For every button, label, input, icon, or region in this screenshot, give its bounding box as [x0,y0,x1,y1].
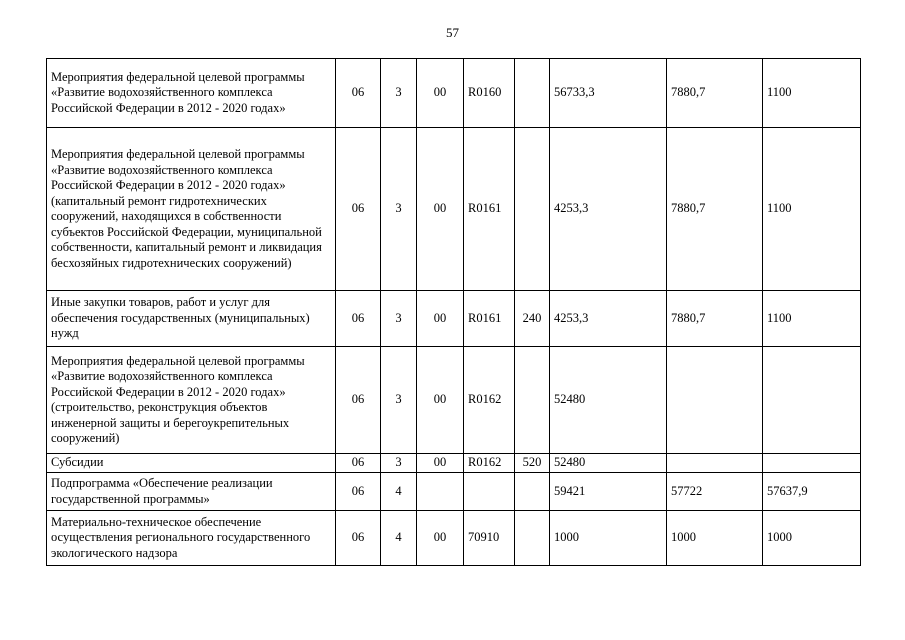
row-description: Субсидии [47,454,336,473]
table-row [47,128,861,291]
cell-cs1: 00 [417,291,464,347]
cell-rz: 06 [336,59,381,128]
row-description: Мероприятия федеральной целевой программы «Развитие водохозяйственного комплекса Российской Федерации в 2012 - 2020 годах» [47,59,336,128]
cell-vr [515,128,550,291]
cell-sum2: 1000 [667,511,763,566]
cell-rz: 06 [336,128,381,291]
cell-sum2: 57722 [667,473,763,511]
row-description: Иные закупки товаров, работ и услуг для обеспечения государственных (муниципальных) нужд [47,291,336,347]
cell-pr: 3 [381,347,417,454]
table-row [47,454,861,473]
cell-sum2: 7880,7 [667,128,763,291]
cell-cs2: R0162 [464,454,515,473]
row-description: Мероприятия федеральной целевой программы «Развитие водохозяйственного комплекса Российской Федерации в 2012 - 2020 годах» (строительство, реконструкция объектов инженерной защиты и берегоукрепительных сооружений) [47,347,336,454]
cell-cs1: 00 [417,128,464,291]
cell-pr: 3 [381,59,417,128]
cell-sum2 [667,347,763,454]
cell-sum1: 52480 [550,347,667,454]
cell-sum1: 52480 [550,454,667,473]
cell-rz: 06 [336,473,381,511]
cell-vr [515,473,550,511]
cell-sum3 [763,454,861,473]
cell-vr [515,347,550,454]
cell-sum3: 1100 [763,128,861,291]
cell-rz: 06 [336,347,381,454]
cell-cs1: 00 [417,511,464,566]
cell-vr: 520 [515,454,550,473]
cell-sum3: 1100 [763,59,861,128]
cell-pr: 4 [381,473,417,511]
cell-cs2: R0161 [464,128,515,291]
cell-sum1: 56733,3 [550,59,667,128]
cell-pr: 3 [381,128,417,291]
cell-cs1: 00 [417,347,464,454]
cell-sum1: 59421 [550,473,667,511]
cell-cs1: 00 [417,454,464,473]
row-description: Подпрограмма «Обеспечение реализации государственной программы» [47,473,336,511]
row-description: Мероприятия федеральной целевой программы «Развитие водохозяйственного комплекса Российской Федерации в 2012 - 2020 годах» (капитальный ремонт гидротехнических сооружений, находящихся в собственности субъектов Российской Федерации, муниципальной собственности, капитальный ремонт и ликвидация бесхозяйных гидротехнических сооружений) [47,128,336,291]
cell-sum2: 7880,7 [667,59,763,128]
budget-table [46,58,861,566]
cell-sum3: 1000 [763,511,861,566]
cell-vr [515,59,550,128]
cell-cs2 [464,473,515,511]
table-row [47,511,861,566]
table-body [47,59,861,566]
cell-sum1: 4253,3 [550,291,667,347]
cell-rz: 06 [336,454,381,473]
cell-cs2: R0160 [464,59,515,128]
row-description: Материально-техническое обеспечение осуществления регионального государственного экологического надзора [47,511,336,566]
cell-vr [515,511,550,566]
cell-sum2 [667,454,763,473]
cell-pr: 3 [381,291,417,347]
cell-sum2: 7880,7 [667,291,763,347]
cell-sum1: 1000 [550,511,667,566]
cell-cs2: R0161 [464,291,515,347]
cell-cs2: R0162 [464,347,515,454]
cell-pr: 4 [381,511,417,566]
cell-sum1: 4253,3 [550,128,667,291]
cell-pr: 3 [381,454,417,473]
cell-cs2: 70910 [464,511,515,566]
cell-rz: 06 [336,291,381,347]
cell-sum3: 57637,9 [763,473,861,511]
cell-sum3 [763,347,861,454]
cell-sum3: 1100 [763,291,861,347]
table-row [47,59,861,128]
page-number: 57 [446,25,459,40]
cell-cs1: 00 [417,59,464,128]
cell-vr: 240 [515,291,550,347]
table-row [47,473,861,511]
table-row [47,291,861,347]
table-row [47,347,861,454]
cell-cs1 [417,473,464,511]
cell-rz: 06 [336,511,381,566]
